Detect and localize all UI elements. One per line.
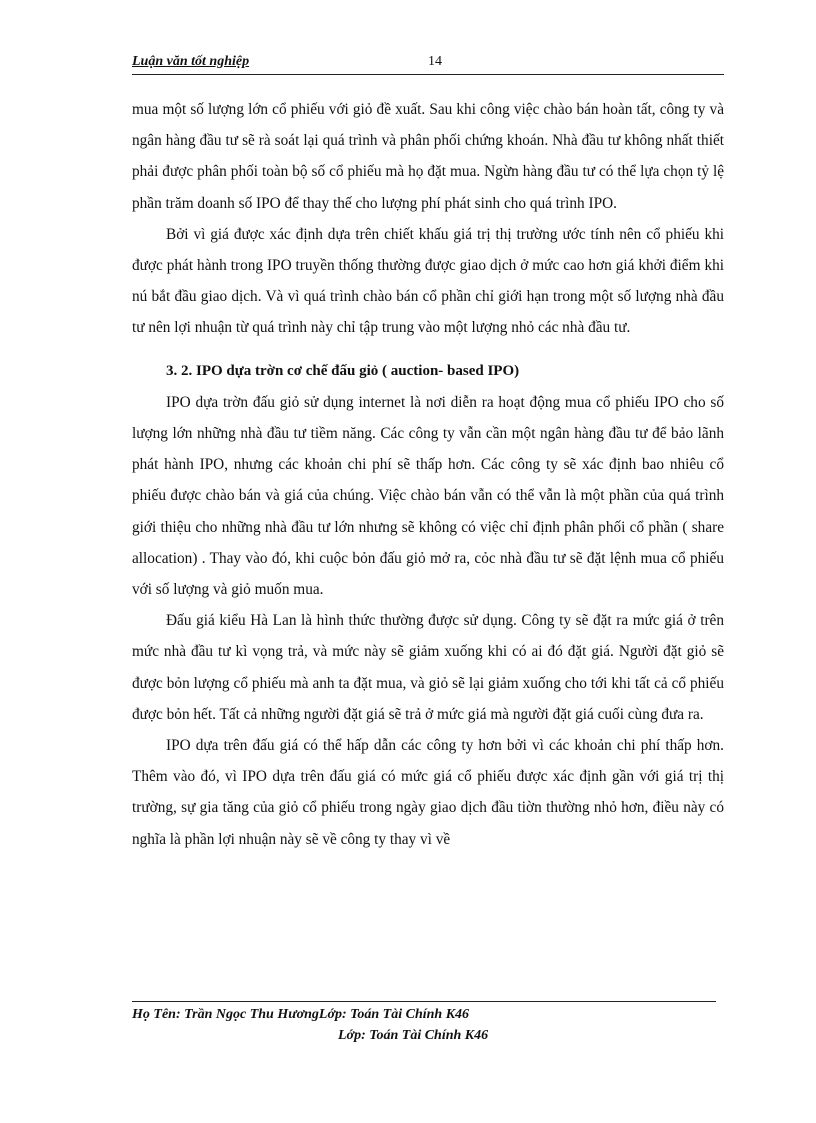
body-paragraph: IPO dựa trên đấu giá có thể hấp dẫn các công ty hơn bởi vì các khoản chi phí thấp hơn. Thêm vào đó, vì IPO dựa trên đấu giá có mức giá cổ phiếu được xác định gần với giá trị thị trường, sự gia tăng của giỏ cổ phiếu trong ngày giao dịch đầu tiờn thường nhỏ hơn, điều này có nghĩa là phần lợi nhuận này sẽ về công ty thay vì về — [132, 737, 724, 848]
document-body — [132, 94, 724, 855]
page-footer — [132, 1001, 716, 1043]
footer-author-line: Họ Tên: Trần Ngọc Thu HươngLớp: Toán Tài Chính K46 — [132, 1007, 470, 1022]
body-paragraph: Bởi vì giá được xác định dựa trên chiết khấu giá trị thị trường ước tính nên cổ phiếu khi được phát hành trong IPO truyền thống thường được giao dịch ở mức cao hơn giá khởi điểm khi nú bắt đầu giao dịch. Và vì quá trình chào bán cổ phần chỉ giới hạn trong một số lượng nhà đầu tư nên lợi nhuận từ quá trình này chỉ tập trung vào một lượng nhỏ các nhà đầu tư. — [132, 225, 724, 337]
body-paragraph: IPO dựa trờn đấu giỏ sử dụng internet là nơi diễn ra hoạt động mua cổ phiếu IPO cho số lượng lớn những nhà đầu tư tiềm năng. Các công ty vẫn cần một ngân hàng đầu tư để bảo lãnh phát hành IPO, nhưng các khoản chi phí sẽ thấp hơn. Các công ty sẽ xác định bao nhiêu cổ phiếu được chào bán và giá của chúng. Việc chào bán vẫn có thể vẫn là một phần của quá trình giới thiệu cho những nhà đầu tư lớn nhưng sẽ không có việc chỉ định phân phối cổ phần ( share allocation) . Thay vào đó, khi cuộc bỏn đấu giỏ mở ra, cỏc nhà đầu tư sẽ đặt lệnh mua cổ phiếu với số lượng và giỏ muốn mua. — [132, 393, 724, 599]
page-number: 14 — [428, 54, 442, 69]
body-paragraph: Đấu giá kiểu Hà Lan là hình thức thường được sử dụng. Công ty sẽ đặt ra mức giá ở trên mức nhà đầu tư kì vọng trả, và mức này sẽ giảm xuống khi có ai đó đặt giá. Người đặt giỏ sẽ được bỏn lượng cổ phiếu mà anh ta đặt mua, và giỏ sẽ lại giảm xuống cho tới khi tất cả cổ phiếu được bỏn hết. Tất cả những người đặt giá sẽ trả ở mức giá mà người đặt giá cuối cùng đưa ra. — [132, 612, 724, 723]
footer-class-line: Lớp: Toán Tài Chính K46 — [338, 1028, 489, 1043]
body-paragraph: mua một số lượng lớn cổ phiếu với giỏ đề xuất. Sau khi công việc chào bán hoàn tất, công ty và ngân hàng đầu tư sẽ rà soát lại quá trình và phân phối chứng khoán. Nhà đầu tư không nhất thiết phải được phân phối toàn bộ số cổ phiếu mà họ đặt mua. Ngừn hàng đầu tư có thể lựa chọn tỷ lệ phần trăm doanh số IPO để thay thế cho lượng phí phát sinh cho quá trình IPO. — [132, 101, 724, 212]
header-title: Luận văn tốt nghiệp — [132, 54, 250, 69]
page-header — [132, 54, 724, 75]
section-heading: 3. 2. IPO dựa trờn cơ chế đấu giỏ ( auction- based IPO) — [166, 362, 520, 379]
